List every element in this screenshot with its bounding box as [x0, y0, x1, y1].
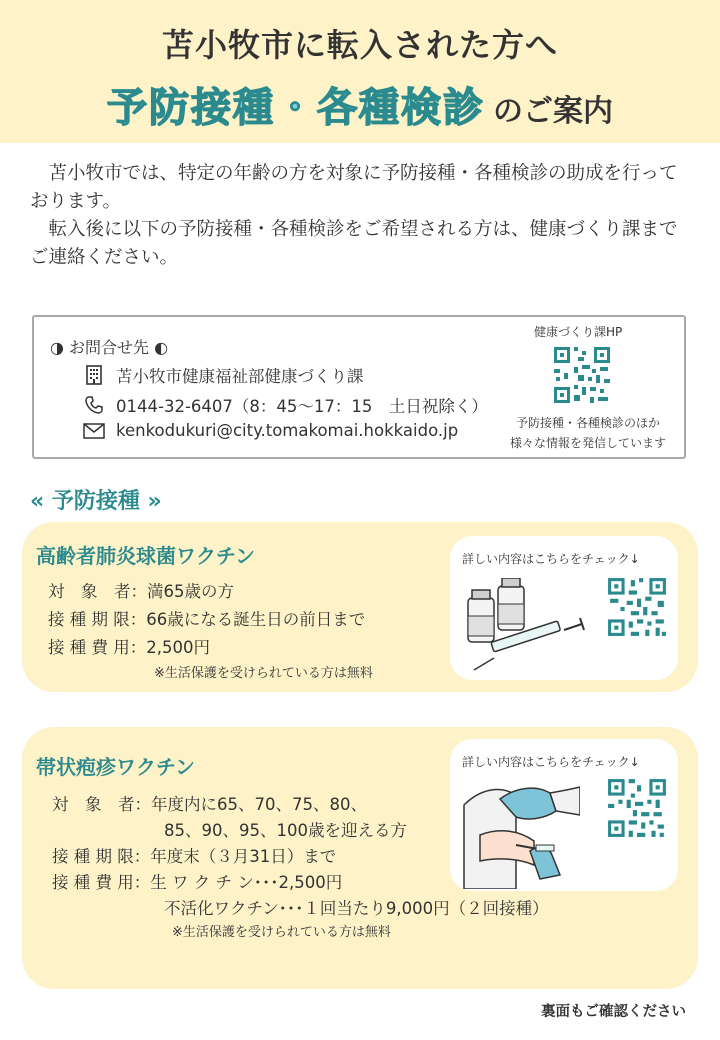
- period-value: 66歳になる誕生日の前日まで: [146, 610, 366, 629]
- period-label: 接 種 期 限：: [48, 610, 147, 629]
- target-label: 対 象 者：: [52, 795, 151, 814]
- check-label: 詳しい内容はこちらをチェック↓: [462, 755, 640, 769]
- page-title: 苫小牧市に転入された方へ: [161, 26, 558, 64]
- qr-code-icon[interactable]: [552, 345, 612, 405]
- period-value: 年度末（３月31日）まで: [150, 847, 337, 866]
- target-value: 年度内に65、70、75、80、: [151, 795, 367, 814]
- footer-note: 裏面もご確認ください: [541, 1004, 686, 1020]
- target-row: [52, 791, 367, 815]
- contact-box: [32, 315, 686, 459]
- title-tail: のご案内: [493, 94, 613, 129]
- intro-text: [30, 160, 692, 272]
- vaccine-vial-icon: [460, 578, 590, 678]
- target-value-line-2: 85、90、95、100歳を迎える方: [164, 821, 407, 840]
- cost-label: 接 種 費 用：: [48, 638, 147, 657]
- welfare-note: ※生活保護を受けられている方は無料: [172, 925, 391, 940]
- info-box: [450, 536, 678, 680]
- intro-paragraph-1: 苫小牧市では、特定の年齢の方を対象に予防接種・各種検診の助成を行っております。: [30, 163, 678, 212]
- cost-row: [48, 634, 210, 658]
- cost-value-live: 生 ワ ク チ ン･･･2,500円: [150, 873, 343, 892]
- hp-note-line-1: 予防接種・各種検診のほか: [515, 416, 660, 430]
- cost-value: 2,500円: [146, 638, 210, 657]
- welfare-note: ※生活保護を受けられている方は無料: [154, 666, 373, 681]
- card-title: 帯状疱疹ワクチン: [36, 755, 195, 779]
- period-label: 接 種 期 限：: [52, 847, 151, 866]
- cost-row: [52, 869, 342, 893]
- contact-email[interactable]: kenkodukuri@city.tomakomai.hokkaido.jp: [116, 421, 459, 440]
- section-title-vaccination: « 予防接種 »: [30, 489, 162, 514]
- period-row: [48, 606, 365, 630]
- intro-paragraph-2: 転入後に以下の予防接種・各種検診をご希望される方は、健康づくり課までご連絡ください。: [30, 219, 678, 268]
- qr-code-icon[interactable]: [606, 576, 668, 638]
- card-title: 高齢者肺炎球菌ワクチン: [36, 544, 255, 568]
- hp-note: [492, 413, 684, 453]
- contact-phone-row: [82, 393, 488, 417]
- card-shingles: [22, 727, 698, 989]
- target-value: 満65歳の方: [147, 582, 234, 601]
- building-icon: [82, 365, 106, 385]
- contact-phone[interactable]: 0144-32-6407（8：45～17：15 土日祝除く）: [116, 397, 488, 416]
- contact-dept: 苫小牧市健康福祉部健康づくり課: [116, 367, 364, 386]
- period-row: [52, 843, 336, 867]
- header-banner: [0, 0, 720, 143]
- hp-note-line-2: 様々な情報を発信しています: [509, 436, 666, 450]
- phone-icon: [82, 395, 106, 415]
- contact-email-row: [82, 421, 458, 440]
- title-highlight: 予防接種・各種検診: [107, 85, 485, 131]
- info-box: [450, 739, 678, 891]
- page-subtitle: [0, 76, 720, 133]
- contact-dept-row: [82, 363, 364, 387]
- qr-code-icon[interactable]: [606, 777, 668, 839]
- target-label: 対 象 者：: [48, 582, 147, 601]
- check-label: 詳しい内容はこちらをチェック↓: [462, 552, 640, 566]
- target-row: [48, 578, 234, 602]
- injection-illustration: [460, 775, 580, 893]
- cost-value-inactivated: 不活化ワクチン･･･１回当たり9,000円（２回接種）: [164, 899, 549, 918]
- cost-label: 接 種 費 用：: [52, 873, 151, 892]
- hp-label: 健康づくり課HP: [534, 325, 623, 339]
- contact-heading: ◑ お問合せ先 ◐: [50, 338, 169, 357]
- mail-icon: [82, 423, 106, 439]
- card-pneumococcal: [22, 522, 698, 692]
